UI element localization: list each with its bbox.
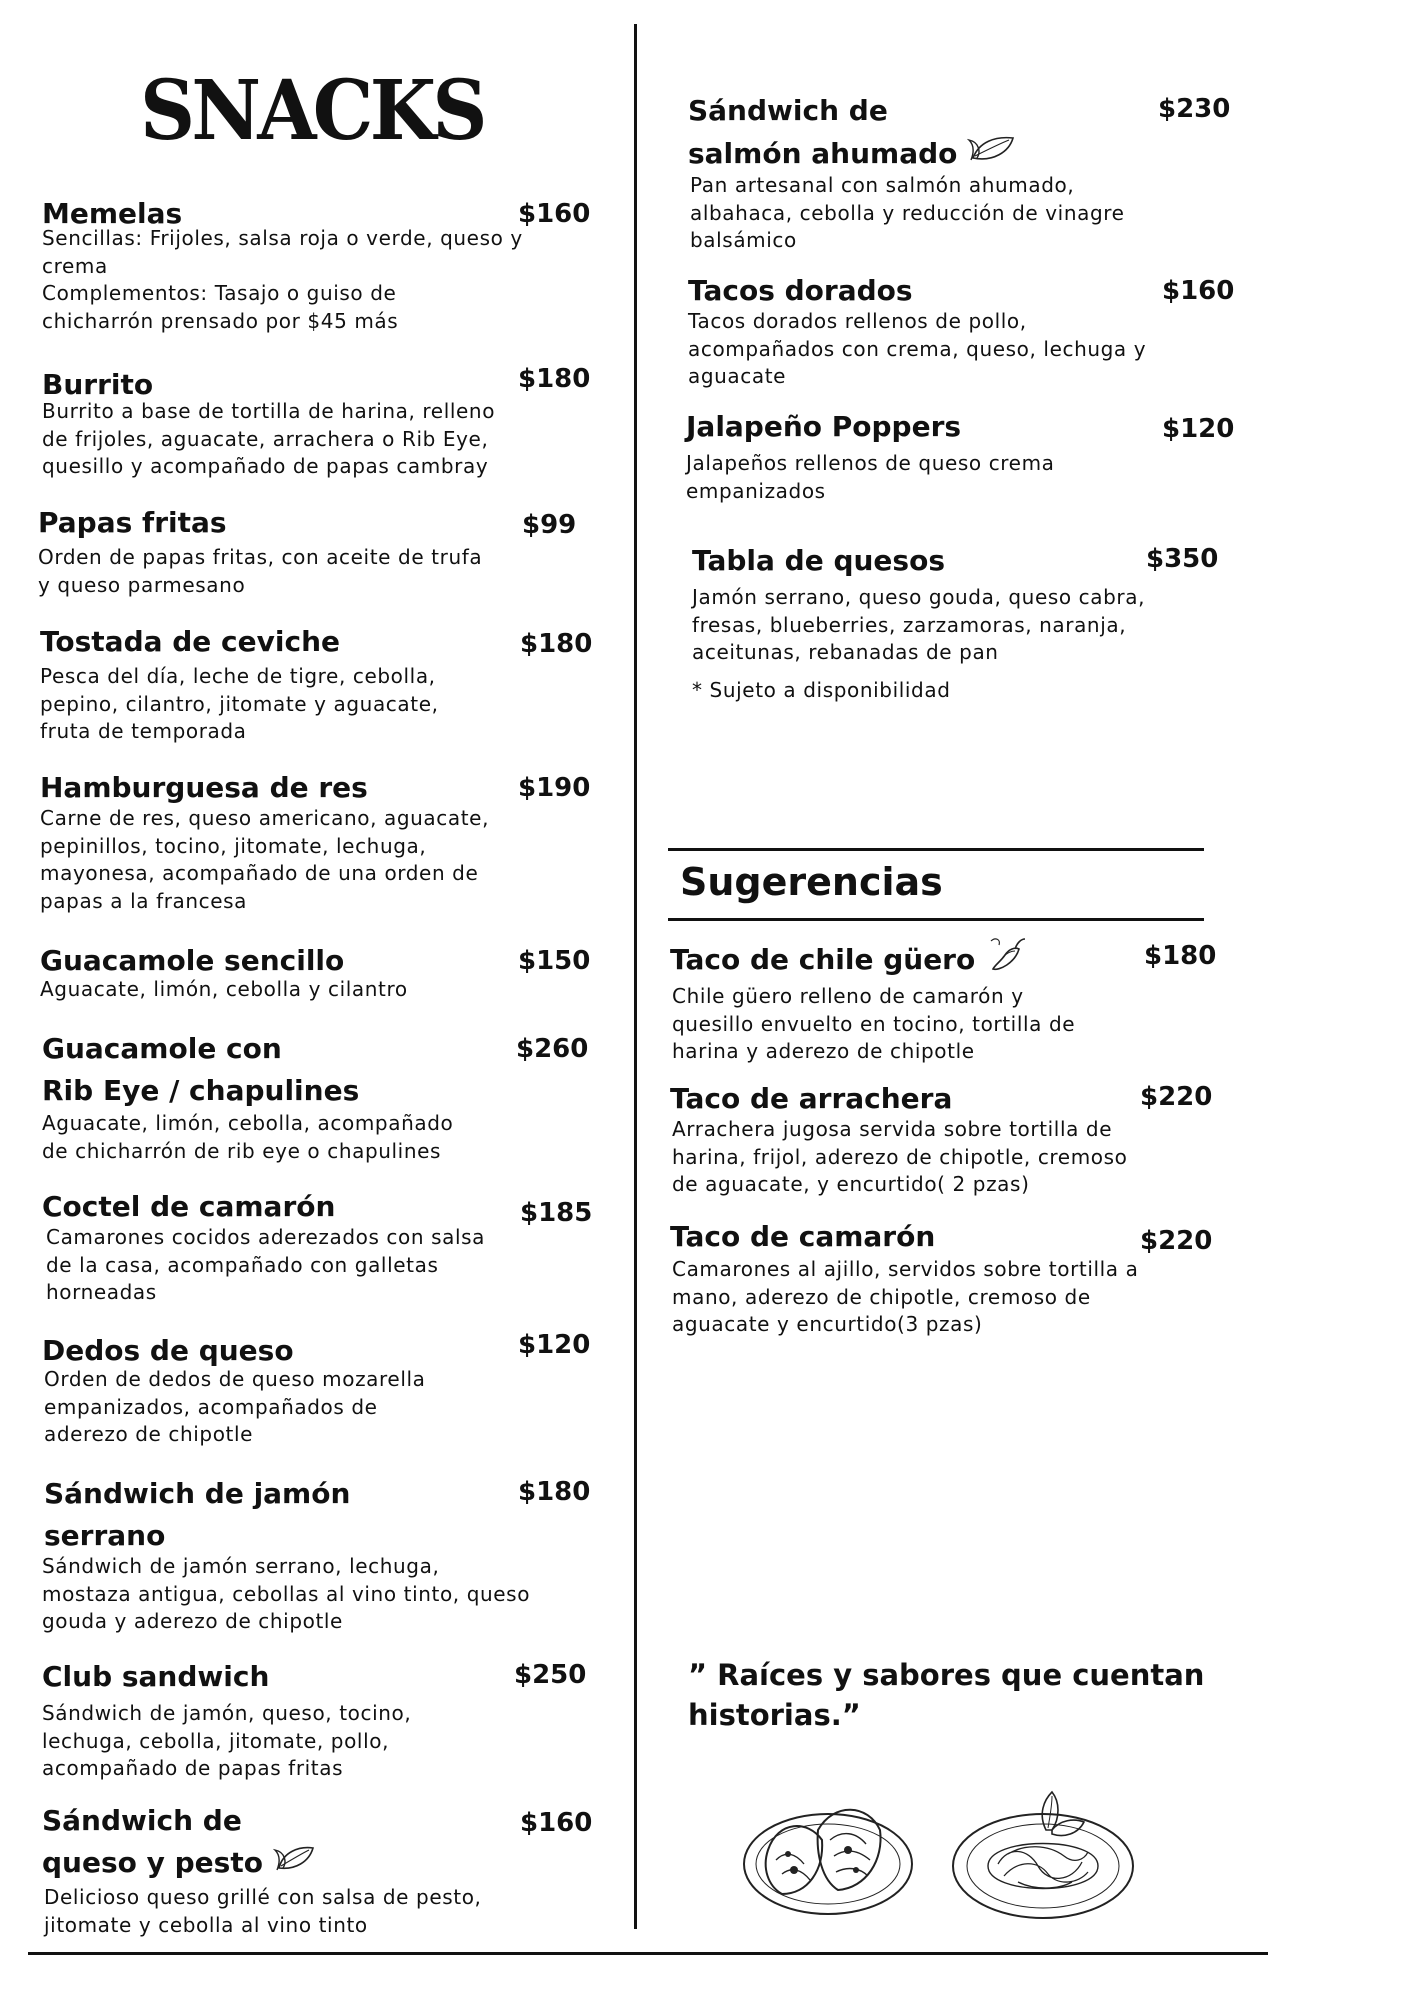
menu-item [40,621,593,746]
menu-item [42,1656,587,1783]
item-price: $180 [518,1477,591,1507]
item-name: Dedos de queso [42,1334,294,1367]
item-description: Camarones cocidos aderezados con salsa de la casa, acompañado con galletas horneadas [46,1225,486,1304]
menu-item [42,1330,591,1449]
item-price: $220 [1140,1082,1213,1112]
menu-item [42,364,591,481]
item-name-line2: queso y pesto [42,1842,587,1886]
item-name: Sándwich de [688,94,888,127]
item-name: Papas fritas [38,506,227,539]
item-name: Jalapeño Poppers [686,410,962,443]
menu-item [42,1186,593,1307]
item-name: Coctel de camarón [42,1190,336,1223]
menu-item [692,540,1228,704]
item-price: $160 [520,1808,593,1838]
item-name: Tacos dorados [688,274,913,307]
item-description: Camarones al ajillo, servidos sobre tortilla a mano, aderezo de chipotle, cremoso de aguacate y encurtido(3 pzas) [672,1257,1139,1336]
item-description: Sencillas: Frijoles, salsa roja o verde, queso y crema Complementos: Tasajo o guiso de chicharrón prensado por $45 más [42,226,523,333]
item-description: Aguacate, limón, cebolla, acompañado de chicharrón de rib eye o chapulines [42,1111,454,1163]
item-price: $160 [518,199,591,229]
item-description: Tacos dorados rellenos de pollo, acompañados con crema, queso, lechuga y aguacate [688,309,1147,388]
item-name: Memelas [42,197,183,230]
item-name: Guacamole con [42,1032,282,1065]
menu-item [688,270,1235,391]
item-description: Chile güero relleno de camarón y quesillo envuelto en tocino, tortilla de harina y aderezo de chipotle [672,984,1076,1063]
item-name-line2: Rib Eye / chapulines [42,1074,360,1107]
item-name: Taco de arrachera [670,1082,953,1115]
item-price: $250 [514,1660,587,1690]
item-description: Delicioso queso grillé con salsa de pesto, jitomate y cebolla al vino tinto [44,1885,482,1937]
tacos-plate-icon [738,1790,918,1924]
item-description: Sándwich de jamón serrano, lechuga, mostaza antigua, cebollas al vino tinto, queso gouda y aderezo de chipotle [42,1554,531,1633]
menu-item [42,1473,591,1636]
item-description: Pan artesanal con salmón ahumado, albahaca, cebolla y reducción de vinagre balsámico [690,173,1125,252]
item-description: Carne de res, queso americano, aguacate, pepinillos, tocino, jitomate, lechuga, mayonesa, acompañado de una orden de papas a la francesa [40,806,490,913]
page-bottom-rule [28,1952,1268,1955]
item-description: Jamón serrano, queso gouda, queso cabra, fresas, blueberries, zarzamoras, naranja, aceitunas, rebanadas de pan [692,585,1146,664]
chili-icon [985,935,1029,987]
menu-item [670,935,1217,1066]
item-name: Guacamole sencillo [40,944,345,977]
item-description: Burrito a base de tortilla de harina, relleno de frijoles, aguacate, arrachera o Rib Eye, quesillo y acompañado de papas cambray [42,399,496,478]
item-price: $120 [1162,414,1235,444]
item-description: Orden de papas fritas, con aceite de trufa y queso parmesano [38,545,483,597]
item-price: $180 [520,629,593,659]
item-price: $150 [518,946,591,976]
item-price: $220 [1140,1226,1213,1256]
column-divider [634,24,637,1929]
item-name: Hamburguesa de res [40,771,368,804]
menu-item [42,1800,593,1939]
menu-item [688,90,1231,255]
availability-note: * Sujeto a disponibilidad [692,677,951,702]
sugerencias-bottom-rule [668,918,1204,921]
item-price: $190 [518,773,591,803]
menu-title: SNACKS [140,63,484,159]
item-price: $350 [1146,544,1219,574]
item-name: Taco de camarón [670,1220,936,1253]
item-name: Tabla de quesos [692,544,945,577]
item-price: $230 [1158,94,1231,124]
menu-item [40,940,591,1004]
item-name: Burrito [42,368,154,401]
item-price: $260 [516,1034,589,1064]
item-price: $120 [518,1330,591,1360]
item-price: $185 [520,1198,593,1228]
item-name: Sándwich de jamón [44,1477,351,1510]
menu-item [40,767,591,915]
item-name: Sándwich de [42,1804,242,1837]
item-description: Pesca del día, leche de tigre, cebolla, pepino, cilantro, jitomate y aguacate, fruta de temporada [40,664,439,743]
item-description: Jalapeños rellenos de queso crema empanizados [686,451,1055,503]
item-description: Arrachera jugosa servida sobre tortilla de harina, frijol, aderezo de chipotle, cremoso de aguacate, y encurtido( 2 pzas) [672,1117,1128,1196]
item-price: $160 [1162,276,1235,306]
sugerencias-heading: Sugerencias [680,860,943,904]
item-price: $180 [1144,941,1217,971]
tagline-quote: ” Raíces y sabores que cuentan historias.” [688,1658,1205,1732]
item-name-line2: salmón ahumado [688,132,1228,178]
menu-item [686,406,1235,505]
menu-item [38,502,587,599]
item-description: Aguacate, limón, cebolla y cilantro [40,977,408,1001]
item-description: Orden de dedos de queso mozarella empanizados, acompañados de aderezo de chipotle [44,1367,426,1446]
sugerencias-top-rule [668,848,1204,851]
item-name: Tostada de ceviche [40,625,340,658]
leaf-icon [273,1842,317,1886]
menu-item [670,1078,1213,1199]
menu-item [670,1216,1213,1339]
item-price: $99 [522,510,577,540]
item-description: Sándwich de jamón, queso, tocino, lechuga, cebolla, jitomate, pollo, acompañado de papas fritas [42,1701,412,1780]
item-name-line2: serrano [44,1519,166,1552]
menu-item [42,1028,587,1165]
item-price: $180 [518,364,591,394]
pasta-plate-icon [948,1786,1138,1926]
item-name: Club sandwich [42,1660,270,1693]
menu-item [42,193,591,335]
item-name: Taco de chile güero [670,935,1210,987]
